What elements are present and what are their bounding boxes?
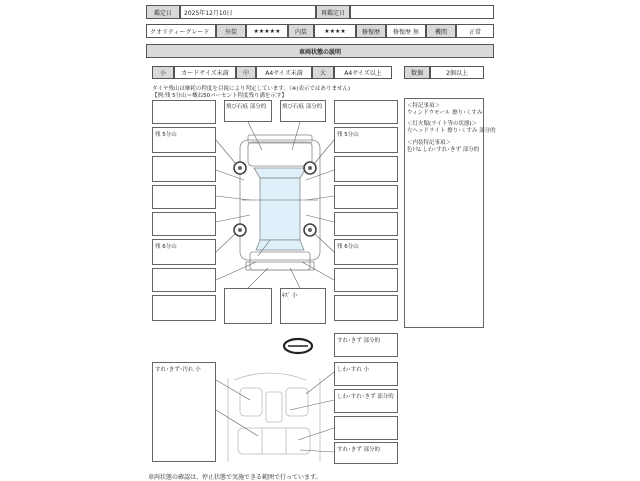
tire-hub [238, 228, 242, 232]
leader-line [290, 400, 334, 410]
light-notes-item: 左ヘッドライト 擦り･くすみ 部分的 [407, 128, 496, 134]
rear-window [256, 240, 304, 250]
label-tire-left-front: 残 5分山 [155, 132, 177, 138]
special-notes-title: ＜特記事項＞ [407, 103, 441, 109]
dashboard [234, 373, 306, 380]
label-front-left: 飛び石痕 部分的 [226, 104, 267, 110]
repair-history-value: 修復歴 無 [386, 24, 426, 38]
interior-notes-item: 色ﾄﾘﾑ しわ･すれ･きず 部分的 [407, 147, 480, 153]
label-interior-right1: しわ･すれ 小 [337, 367, 369, 373]
label-interior-right3: すれ･きず 部分的 [337, 447, 380, 453]
engine-value: 正常 [456, 24, 494, 38]
exterior-label: 外装 [216, 24, 246, 38]
leader-line [300, 450, 334, 452]
quality-grade-label: クオリティーグレード [146, 24, 216, 38]
exterior-stars: ★★★★★ [246, 24, 288, 38]
size-large-desc: A4サイズ以上 [334, 66, 392, 79]
label-front-right: 飛び石痕 部分的 [282, 104, 323, 110]
tire-note-line1: タイヤ残山は摩耗の程度を目視により判定しています。（※)表示ではありません) [152, 86, 351, 92]
leader-line [298, 428, 334, 440]
section-title: 車両状態の説明 [146, 44, 494, 58]
size-small: 小 [152, 66, 174, 79]
leader-line [216, 140, 236, 164]
leader-line [314, 233, 334, 252]
footer-note: 車両状態の確認は、停止状態で実施できる範囲で行っています。 [148, 474, 322, 481]
repair-history-label: 修復歴 [356, 24, 386, 38]
leader-line [216, 215, 250, 222]
size-medium-desc: A4サイズ未満 [256, 66, 312, 79]
roof [260, 178, 300, 240]
count-label: 数個 [404, 66, 430, 79]
leader-line [216, 380, 250, 400]
cabin-outline [228, 378, 320, 462]
label-interior-left: すれ･きず･汚れ 小 [155, 367, 201, 373]
leader-line [314, 140, 334, 164]
leader-line [216, 410, 258, 436]
label-steering: すれ･きず 部分的 [337, 338, 380, 344]
rear-seat [238, 428, 310, 454]
leader-line [216, 262, 256, 280]
leader-line [248, 122, 262, 150]
tire-hub [308, 228, 312, 232]
interior-label: 内装 [288, 24, 314, 38]
seat-front-left [240, 388, 262, 416]
size-large: 大 [312, 66, 334, 79]
interior-stars: ★★★★ [314, 24, 356, 38]
seat-front-right [286, 388, 308, 416]
size-medium: 中 [236, 66, 256, 79]
leader-line [216, 196, 250, 200]
label-interior-right2: しわ･すれ･きず 部分的 [337, 394, 394, 400]
special-notes-item: ウィンドウモール 擦り･くすみ [407, 110, 483, 116]
count-desc: 2個以上 [430, 66, 484, 79]
label-tire-right-front: 残 5分山 [337, 132, 359, 138]
windshield [254, 168, 306, 178]
tire-hub [238, 166, 242, 170]
tire-note-line2: 【例:残 5分山＝概ね50パーセント程度残り溝を示す】 [152, 93, 287, 99]
leader-line [290, 268, 300, 288]
interior-notes-title: ＜内装特記事項＞ [407, 140, 452, 146]
center-console [266, 392, 282, 422]
engine-label: 機関 [426, 24, 456, 38]
label-rear-mid: ｷｽﾞ 小 [282, 293, 298, 299]
leader-line [248, 268, 268, 288]
leader-line [216, 233, 236, 252]
label-tire-left-rear: 残 6分山 [155, 244, 177, 250]
leader-line [302, 262, 334, 280]
appraisal-date-value: 2025年12月10日 [180, 5, 316, 19]
reappraisal-date-label: 再鑑定日 [316, 5, 350, 19]
appraisal-date-label: 鑑定日 [146, 5, 180, 19]
hood [248, 142, 312, 166]
leader-line [292, 122, 300, 150]
tire-hub [308, 166, 312, 170]
label-tire-right-rear: 残 6分山 [337, 244, 359, 250]
size-small-desc: カードサイズ未満 [174, 66, 236, 79]
light-notes-title: ＜灯火類(ライト等の状態)＞ [407, 121, 478, 127]
